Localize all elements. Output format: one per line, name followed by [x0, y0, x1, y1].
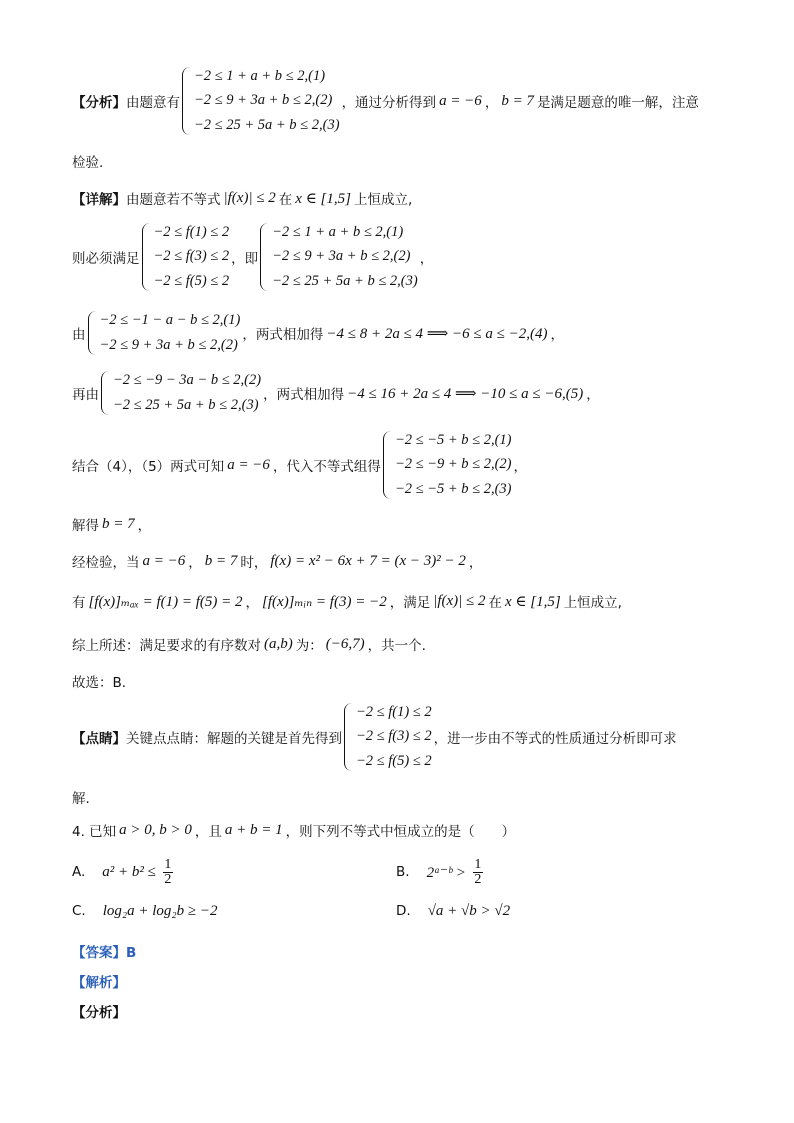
- detail-text: 为：: [295, 638, 323, 654]
- question-text: ，则下列不等式中恒成立的是（ ）: [285, 824, 516, 840]
- analysis-tag: 【分析】: [72, 1005, 126, 1021]
- analysis-mid: ，通过分析得到: [341, 95, 437, 111]
- option-math: log₂a + log₂b ≥ −2: [102, 902, 218, 919]
- brace-icon: [182, 67, 191, 135]
- answer-tag: 【答案】B: [72, 945, 137, 961]
- tip-tag: 【点睛】: [72, 731, 126, 747]
- option-a: [72, 852, 173, 892]
- system-line: −2 ≤ 9 + 3a + b ≤ 2,(2): [194, 92, 333, 109]
- tip-paragraph: [72, 700, 722, 774]
- detail-math: −4 ≤ 8 + 2a ≤ 4 ⟹ −6 ≤ a ≤ −2,(4): [326, 325, 548, 342]
- system-line: −2 ≤ 9 + 3a + b ≤ 2,(2): [99, 336, 238, 353]
- system-line: −2 ≤ −1 − a − b ≤ 2,(1): [99, 312, 241, 328]
- detail-math: x ∈ [1,5]: [505, 593, 561, 610]
- solution-tag: 【解析】: [72, 975, 126, 991]
- detail-math: (−6,7): [325, 635, 365, 652]
- detail-math: [f(x)]ₘₐₓ = f(1) = f(5) = 2: [88, 593, 243, 610]
- system-b: [260, 221, 418, 293]
- detail-text: ，: [550, 327, 565, 343]
- detail-math: |f(x)| ≤ 2: [433, 592, 486, 609]
- detail-text: 综上所述：满足要求的有序数对: [72, 638, 261, 654]
- analysis-line: [72, 1000, 722, 1022]
- detail-math: (a,b): [264, 635, 293, 652]
- tip-text: 关键点点睛：解题的关键是首先得到: [126, 731, 342, 747]
- analysis-paragraph: [72, 64, 722, 138]
- tip-continuation: [72, 786, 722, 808]
- answer-line: [72, 940, 722, 962]
- detail-math: |f(x)| ≤ 2: [223, 189, 276, 206]
- system-line: −2 ≤ 1 + a + b ≤ 2,(1): [272, 224, 404, 240]
- detail-text: ，: [419, 251, 434, 267]
- detail-text: 结合（4），（5）两式可知: [72, 459, 225, 475]
- fraction-numerator: 1: [164, 856, 172, 872]
- detail-line-8: [72, 588, 722, 614]
- question-math: a + b = 1: [224, 821, 283, 838]
- detail-line-1: [72, 186, 722, 210]
- detail-text: 则必须满足: [72, 251, 140, 267]
- detail-line-2: [72, 220, 722, 294]
- detail-line-4: [72, 368, 722, 418]
- fraction-denominator: 2: [164, 871, 172, 887]
- system-line: −2 ≤ f(1) ≤ 2: [356, 704, 432, 720]
- detail-line-5: [72, 428, 722, 502]
- analysis-continuation: [72, 150, 722, 172]
- analysis-sep: ，: [484, 95, 499, 111]
- detail-conclusion: 故选：B.: [72, 675, 127, 691]
- detail-line-7: [72, 548, 722, 574]
- brace-icon: [260, 223, 269, 291]
- tip-text: ，进一步由不等式的性质通过分析即可求: [433, 731, 677, 747]
- detail-math: x ∈ [1,5]: [295, 190, 351, 207]
- system-a: [142, 221, 230, 293]
- question-math: a > 0, b > 0: [119, 821, 192, 838]
- detail-math: [f(x)]ₘᵢₙ = f(3) = −2: [262, 593, 387, 610]
- system-e: [383, 429, 512, 501]
- detail-math: f(x) = x² − 6x + 7 = (x − 3)² − 2: [270, 552, 466, 569]
- brace-icon: [101, 371, 110, 415]
- option-label: D.: [396, 903, 411, 919]
- question-text: ，且: [194, 824, 222, 840]
- option-math: 2ᵃ⁻ᵇ >: [426, 864, 466, 881]
- detail-text: ，: [586, 387, 600, 403]
- option-label: A.: [72, 864, 86, 880]
- system-line: −2 ≤ f(3) ≤ 2: [356, 728, 432, 745]
- detail-text: ，代入不等式组得: [272, 459, 381, 475]
- system-c: [88, 309, 241, 357]
- system-line: −2 ≤ f(5) ≤ 2: [356, 752, 432, 769]
- analysis-tag: 【分析】: [72, 95, 126, 111]
- system-line: −2 ≤ −9 + b ≤ 2,(2): [394, 456, 512, 473]
- detail-text: 时，: [240, 555, 268, 571]
- detail-math: b = 7: [204, 552, 238, 569]
- option-c: [72, 898, 220, 924]
- detail-text: 上恒成立,: [353, 192, 413, 208]
- brace-icon: [344, 703, 353, 771]
- option-label: B.: [396, 864, 410, 880]
- analysis-system: [182, 65, 340, 137]
- fraction-denominator: 2: [474, 871, 482, 887]
- brace-icon: [88, 311, 97, 355]
- brace-icon: [142, 223, 151, 291]
- detail-text: ，: [137, 518, 152, 534]
- system-line: −2 ≤ 25 + 5a + b ≤ 2,(3): [272, 272, 418, 289]
- option-label: C.: [72, 903, 86, 919]
- system-line: −2 ≤ −5 + b ≤ 2,(3): [394, 480, 512, 497]
- detail-line-6: [72, 512, 722, 536]
- detail-text: ，满足: [389, 595, 431, 611]
- detail-text: 经检验，当: [72, 555, 140, 571]
- detail-text: 解得: [72, 518, 99, 534]
- detail-text: ，: [513, 459, 527, 475]
- detail-line-3: [72, 308, 722, 358]
- detail-tag: 【详解】: [72, 192, 126, 208]
- tip-cont: 解.: [72, 791, 90, 807]
- detail-text: ，即: [231, 251, 259, 267]
- detail-text: 由题意若不等式: [126, 192, 221, 208]
- tip-system: [344, 701, 432, 773]
- system-line: −2 ≤ 25 + 5a + b ≤ 2,(3): [113, 396, 259, 413]
- system-line: −2 ≤ 25 + 5a + b ≤ 2,(3): [194, 116, 340, 133]
- detail-text: 由: [72, 327, 86, 343]
- detail-text: ，: [188, 555, 202, 571]
- detail-math: a = −6: [227, 456, 270, 473]
- detail-text: 在: [488, 595, 502, 611]
- system-line: −2 ≤ f(5) ≤ 2: [153, 272, 230, 289]
- brace-icon: [383, 431, 392, 499]
- option-math: a² + b² ≤: [102, 863, 156, 880]
- system-line: −2 ≤ −9 − 3a − b ≤ 2,(2): [113, 372, 262, 388]
- option-d: [396, 898, 513, 924]
- detail-math: a = −6: [142, 552, 186, 569]
- analysis-cont: 检验.: [72, 155, 104, 171]
- detail-math: b = 7: [102, 515, 135, 532]
- detail-text: ，两式相加得: [242, 327, 324, 343]
- system-line: −2 ≤ −5 + b ≤ 2,(1): [394, 432, 512, 448]
- detail-math: −4 ≤ 16 + 2a ≤ 4 ⟹ −10 ≤ a ≤ −6,(5): [347, 385, 584, 402]
- detail-text: 再由: [72, 387, 99, 403]
- option-b: [396, 852, 483, 892]
- detail-line-10: [72, 670, 722, 692]
- detail-text: ，共一个.: [367, 638, 426, 654]
- analysis-tail: 是满足题意的唯一解，注意: [536, 95, 699, 111]
- system-line: −2 ≤ f(1) ≤ 2: [153, 224, 230, 240]
- detail-text: 在: [278, 192, 293, 208]
- system-line: −2 ≤ f(3) ≤ 2: [153, 248, 230, 265]
- fraction: [163, 858, 173, 887]
- analysis-eq-b: b = 7: [501, 92, 534, 109]
- analysis-eq-a: a = −6: [439, 92, 482, 109]
- system-line: −2 ≤ 9 + 3a + b ≤ 2,(2): [272, 248, 411, 265]
- fraction-numerator: 1: [474, 856, 482, 872]
- detail-line-9: [72, 632, 722, 656]
- detail-text: 有: [72, 595, 86, 611]
- solution-line: [72, 970, 722, 992]
- question-4-stem: [72, 818, 722, 842]
- system-d: [101, 369, 261, 417]
- analysis-lead: 由题意有: [126, 95, 180, 111]
- detail-text: ，两式相加得: [263, 387, 345, 403]
- system-line: −2 ≤ 1 + a + b ≤ 2,(1): [194, 68, 326, 84]
- question-text: 4. 已知: [72, 824, 117, 840]
- detail-text: 上恒成立,: [563, 595, 622, 611]
- detail-text: ，: [245, 595, 260, 611]
- fraction: [473, 858, 483, 887]
- option-math: √a + √b > √2: [427, 902, 511, 919]
- detail-text: ，: [468, 555, 483, 571]
